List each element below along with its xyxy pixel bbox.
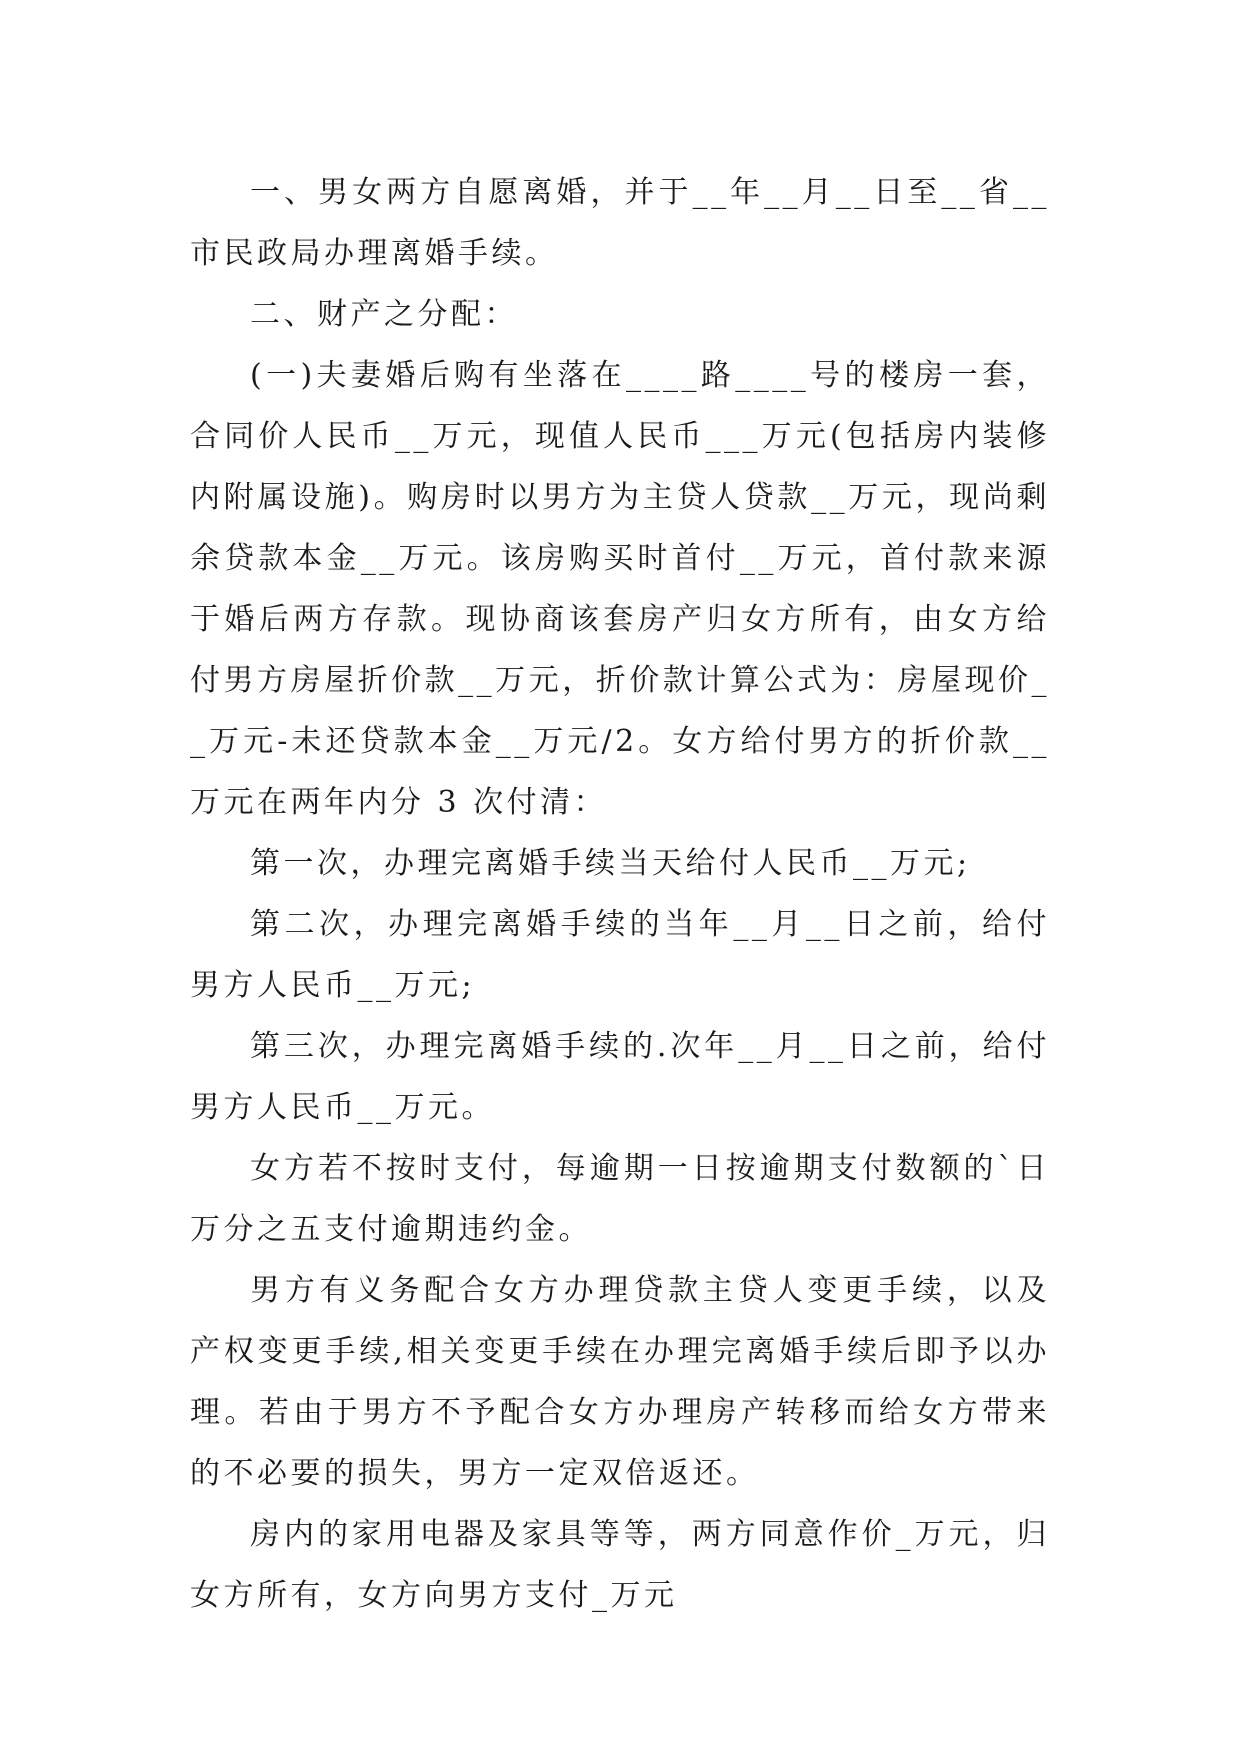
- paragraph-loan-transfer: 男方有义务配合女方办理贷款主贷人变更手续，以及产权变更手续,相关变更手续在办理完离婚手续后即予以办理。若由于男方不予配合女方办理房产转移而给女方带来的不必要的损失，男方一定双倍返还。: [190, 1273, 1050, 1491]
- paragraph-house-division: (一)夫妻婚后购有坐落在____路____号的楼房一套，合同价人民币__万元，现值人民币___万元(包括房内装修内附属设施)。购房时以男方为主贷人贷款__万元，现尚剩余贷款本金__万元。该房购买时首付__万元，首付款来源于婚后两方存款。现协商该套房产归女方所有，由女方给付男方房屋折价款__万元，折价款计算公式为：房屋现价__万元-未还贷款本金__万元/2。女方给付男方的折价款__万元在两年内分 3 次付清：: [190, 358, 1050, 820]
- paragraph-late-penalty: 女方若不按时支付，每逾期一日按逾期支付数额的`日万分之五支付逾期违约金。: [190, 1151, 1050, 1247]
- paragraph-third-payment: 第三次，办理完离婚手续的.次年__月__日之前，给付男方人民币__万元。: [190, 1029, 1050, 1125]
- paragraph-divorce-registration: 一、男女两方自愿离婚，并于__年__月__日至__省__市民政局办理离婚手续。: [190, 175, 1050, 271]
- document-body: [190, 162, 1050, 1626]
- paragraph-second-payment: 第二次，办理完离婚手续的当年__月__日之前，给付男方人民币__万元;: [190, 907, 1050, 1003]
- paragraph-property-heading: 二、财产之分配：: [250, 297, 518, 332]
- paragraph-furniture-appliances: 房内的家用电器及家具等等，两方同意作价_万元，归女方所有，女方向男方支付_万元: [190, 1517, 1050, 1613]
- paragraph-first-payment: 第一次，办理完离婚手续当天给付人民币__万元;: [250, 846, 971, 881]
